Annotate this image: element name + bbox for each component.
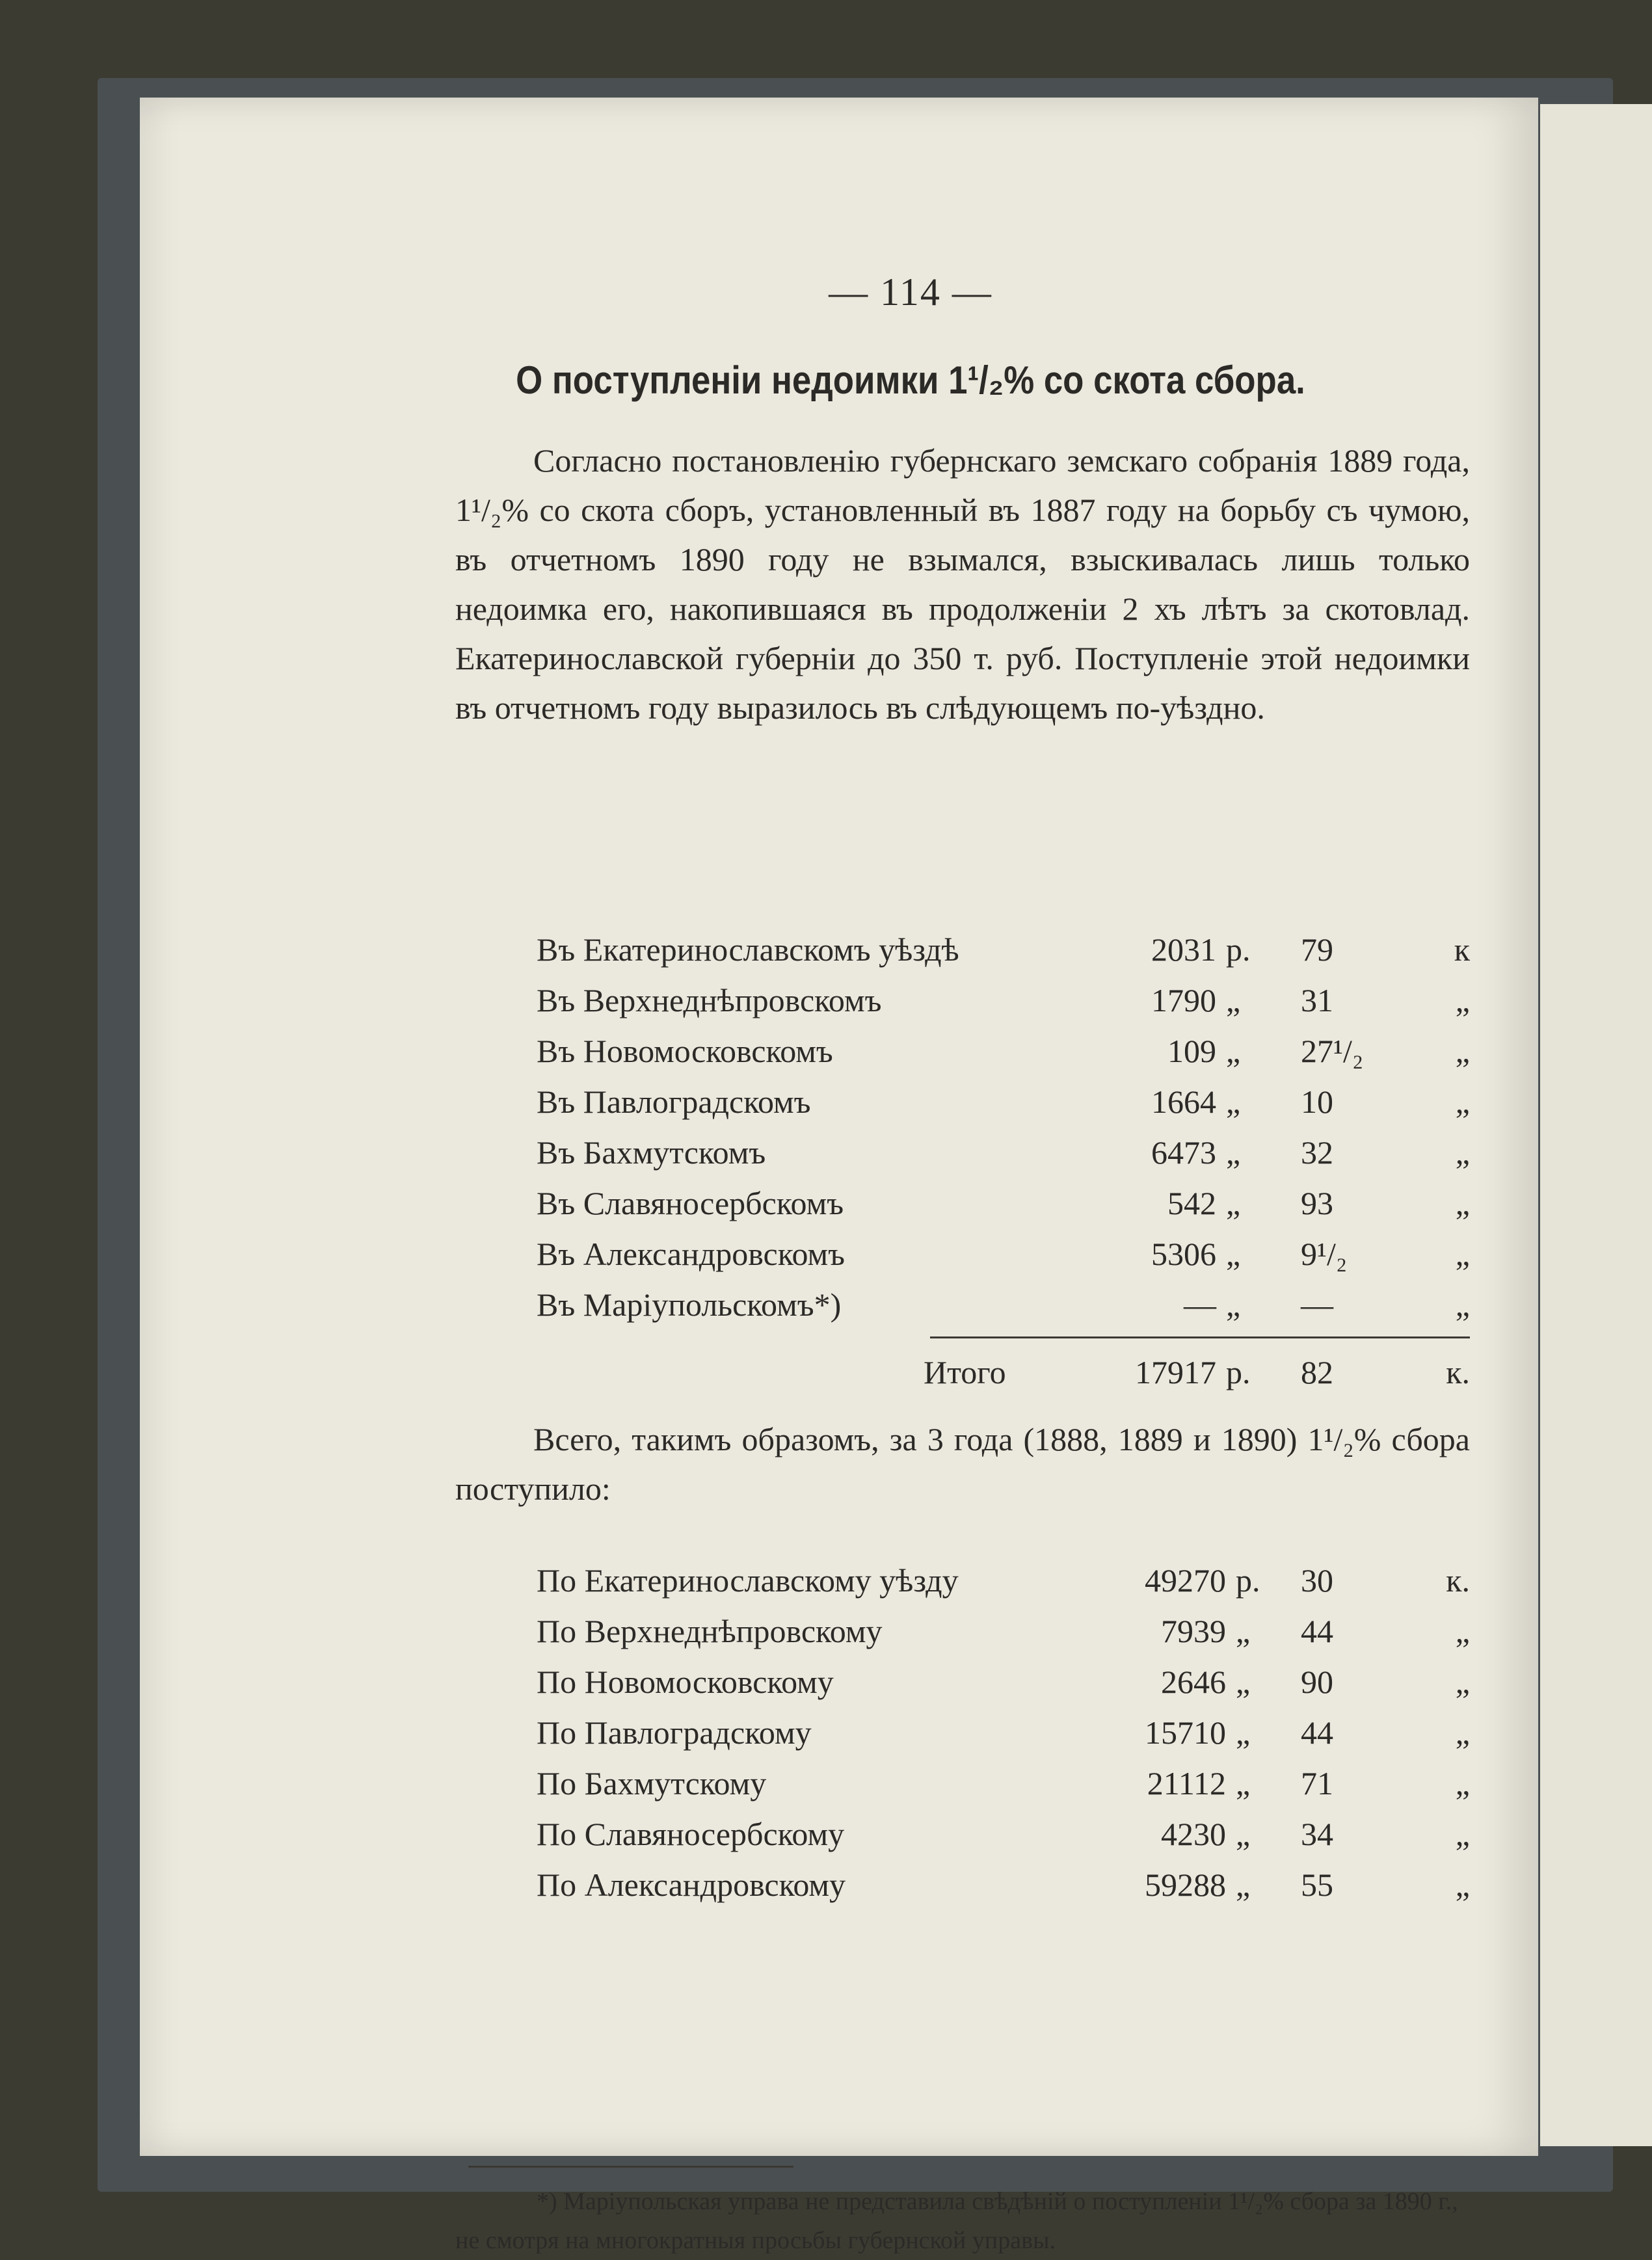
table-row: [455, 1079, 1470, 1124]
total-row: [455, 1349, 1470, 1395]
row-ruble-unit: „: [1236, 1613, 1251, 1649]
row-ruble-unit: „: [1236, 1714, 1251, 1751]
row-ruble-unit: „: [1236, 1664, 1251, 1700]
row-rubles: 15710: [1145, 1714, 1226, 1751]
table-row: [455, 1130, 1470, 1175]
total-label: Итого: [924, 1354, 1006, 1390]
row-ruble-unit: „: [1226, 1083, 1241, 1120]
row-rubles: 5306: [1151, 1236, 1216, 1272]
row-ruble-unit: р.: [1236, 1562, 1260, 1599]
table-row: [455, 1710, 1470, 1755]
table-row: [455, 1862, 1470, 1908]
row-kopeck-unit: к: [1454, 931, 1470, 968]
total-rule: [930, 1336, 1470, 1338]
row-label: Въ Бахмутскомъ: [537, 1134, 766, 1171]
row-kopeck-unit: „: [1455, 982, 1470, 1018]
total-kopecks: 82: [1301, 1354, 1333, 1390]
row-ruble-unit: „: [1226, 1134, 1241, 1171]
section-title: О поступленіи недоимки 1¹/₂% со скота сбора.: [516, 358, 1305, 402]
row-ruble-unit: „: [1236, 1867, 1251, 1903]
table-row: [455, 977, 1470, 1023]
table-row: [455, 927, 1470, 972]
row-ruble-unit: „: [1226, 982, 1241, 1018]
row-label: По Славяносербскому: [537, 1816, 845, 1852]
row-kopecks: 79: [1301, 931, 1333, 968]
row-kopeck-unit: „: [1455, 1714, 1470, 1751]
paragraph-intro: Согласно постановленію губернскаго земскаго собранія 1889 года, 1¹/₂% со скота сборъ, установленный въ 1887 году на борьбу съ чумою, въ отчетномъ 1890 году не взымался, взыскивалась лишь только недоимка его, накопившаяся въ продолженіи 2 хъ лѣтъ за скотовлад. Екатеринославской губерніи до 350 т. руб. Поступленіе этой недоимки въ отчетномъ году выразилось въ слѣдующемъ по-уѣздно.: [455, 442, 1470, 726]
row-label: Въ Александровскомъ: [537, 1236, 845, 1272]
row-kopeck-unit: „: [1455, 1083, 1470, 1120]
row-kopeck-unit: „: [1455, 1765, 1470, 1801]
row-kopeck-unit: „: [1455, 1816, 1470, 1852]
row-rubles: 21112: [1147, 1765, 1226, 1801]
total-kopeck-unit: к.: [1446, 1354, 1470, 1390]
table-row: [455, 1028, 1470, 1074]
row-rubles: 109: [1167, 1033, 1216, 1069]
row-rubles: 542: [1167, 1185, 1216, 1221]
row-ruble-unit: „: [1226, 1286, 1241, 1323]
table-row: [455, 1608, 1470, 1654]
row-rubles: 2646: [1161, 1664, 1226, 1700]
paragraph-summary: Всего, такимъ образомъ, за 3 года (1888, 1889 и 1890) 1¹/₂% сбора поступило:: [455, 1421, 1470, 1507]
footnote-rule: [468, 2166, 793, 2168]
row-kopeck-unit: „: [1455, 1185, 1470, 1221]
row-ruble-unit: „: [1226, 1185, 1241, 1221]
row-label: Въ Славяносербскомъ: [537, 1185, 844, 1221]
row-kopecks: 44: [1301, 1714, 1333, 1751]
book-page: [140, 98, 1538, 2254]
row-kopeck-unit: „: [1455, 1664, 1470, 1700]
row-ruble-unit: „: [1226, 1236, 1241, 1272]
row-kopecks: 9¹/₂: [1301, 1236, 1348, 1272]
row-rubles: 4230: [1161, 1816, 1226, 1852]
row-ruble-unit: р.: [1226, 931, 1251, 968]
row-label: Въ Верхнеднѣпровскомъ: [537, 982, 882, 1018]
row-kopecks: 55: [1301, 1867, 1333, 1903]
row-ruble-unit: „: [1236, 1816, 1251, 1852]
row-kopeck-unit: „: [1455, 1613, 1470, 1649]
total-ruble-unit: р.: [1226, 1354, 1251, 1390]
row-kopecks: 34: [1301, 1816, 1333, 1852]
row-kopecks: 31: [1301, 982, 1333, 1018]
row-kopecks: 44: [1301, 1613, 1333, 1649]
row-label: Въ Павлоградскомъ: [537, 1083, 811, 1120]
footnote: *) Маріупольская управа не представила свѣдѣній о поступленіи 1¹/₂% сбора за 1890 г., не смотря на многократныя просьбы губернской управы.: [455, 2188, 1458, 2254]
row-kopeck-unit: „: [1455, 1134, 1470, 1171]
row-label: По Верхнеднѣпровскому: [537, 1613, 883, 1649]
row-label: По Александровскому: [537, 1867, 846, 1903]
row-rubles: 6473: [1151, 1134, 1216, 1171]
row-kopecks: 93: [1301, 1185, 1333, 1221]
row-label: По Екатеринославскому уѣзду: [537, 1562, 959, 1599]
row-kopecks: 27¹/₂: [1301, 1033, 1364, 1069]
row-label: Въ Новомосковскомъ: [537, 1033, 833, 1069]
table-row: [455, 1180, 1470, 1226]
row-kopeck-unit: „: [1455, 1033, 1470, 1069]
table-row: [455, 1761, 1470, 1806]
row-ruble-unit: „: [1226, 1033, 1241, 1069]
table-row: [455, 1558, 1470, 1603]
row-label: Въ Маріупольскомъ*): [537, 1286, 842, 1323]
row-kopeck-unit: к.: [1446, 1562, 1470, 1599]
page-number: — 114 —: [829, 271, 993, 313]
table-row: [455, 1231, 1470, 1277]
row-label: По Павлоградскому: [537, 1714, 812, 1751]
row-kopecks: 10: [1301, 1083, 1333, 1120]
row-rubles: 49270: [1145, 1562, 1226, 1599]
row-kopeck-unit: „: [1455, 1286, 1470, 1323]
row-kopecks: —: [1301, 1286, 1333, 1323]
row-rubles: —: [1184, 1286, 1216, 1323]
row-kopeck-unit: „: [1455, 1236, 1470, 1272]
row-kopecks: 30: [1301, 1562, 1333, 1599]
row-label: Въ Екатеринославскомъ уѣздѣ: [537, 931, 959, 968]
table-row: [455, 1811, 1470, 1857]
row-rubles: 59288: [1145, 1867, 1226, 1903]
row-rubles: 2031: [1151, 931, 1216, 968]
table-row: [455, 1659, 1470, 1705]
row-rubles: 7939: [1161, 1613, 1226, 1649]
table-row: [455, 1282, 1470, 1327]
total-rubles: 17917: [1135, 1354, 1216, 1390]
row-kopecks: 32: [1301, 1134, 1333, 1171]
row-ruble-unit: „: [1236, 1765, 1251, 1801]
row-kopecks: 71: [1301, 1765, 1333, 1801]
adjacent-page: [1540, 104, 1652, 2146]
row-rubles: 1790: [1151, 982, 1216, 1018]
row-label: По Бахмутскому: [537, 1765, 767, 1801]
row-kopeck-unit: „: [1455, 1867, 1470, 1903]
row-kopecks: 90: [1301, 1664, 1333, 1700]
row-label: По Новомосковскому: [537, 1664, 834, 1700]
row-rubles: 1664: [1151, 1083, 1216, 1120]
